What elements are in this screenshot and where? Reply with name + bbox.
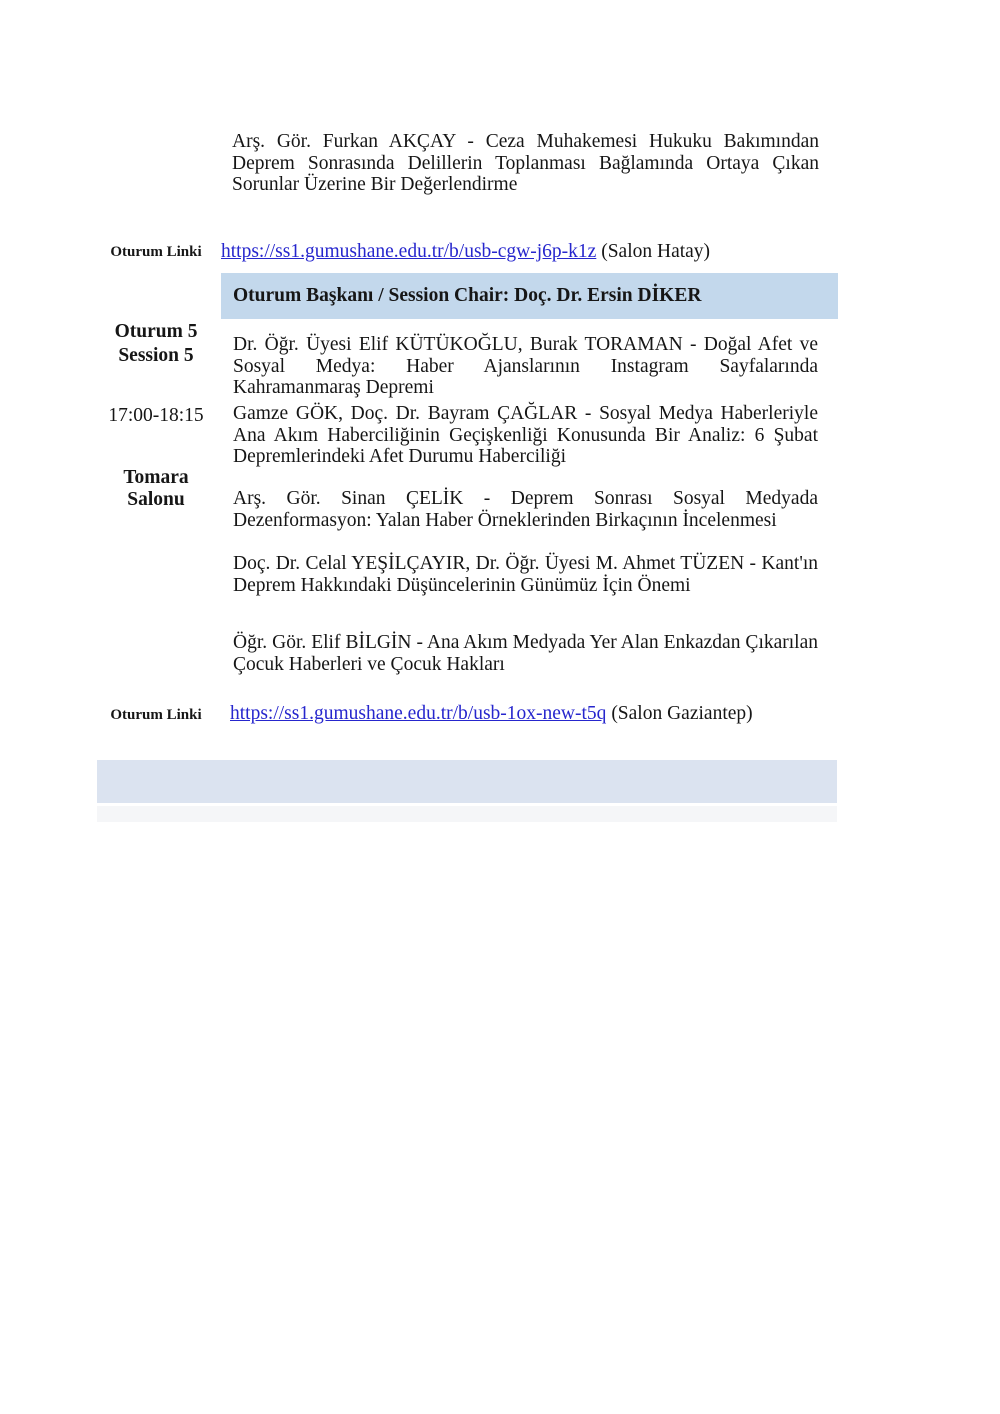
session-time: 17:00-18:15 [108,405,204,426]
session-number-line1: Oturum 5 [114,321,198,342]
empty-chair-bar [97,760,837,803]
session-chair-bar [221,273,838,319]
empty-row-bar [97,806,837,822]
session-room-label [95,467,217,511]
session-link-hatay[interactable]: https://ss1.gumushane.edu.tr/b/usb-cgw-j6p-k1z [221,241,597,262]
paper-title-kutukoglu: Dr. Öğr. Üyesi Elif KÜTÜKOĞLU, Burak TORAMAN - Doğal Afet ve Sosyal Medya: Haber Ajanslarının Instagram Sayfalarında Kahramanmaraş Depremi [233,334,818,399]
session-link-row-2 [230,703,753,725]
paper-title-celik: Arş. Gör. Sinan ÇELİK - Deprem Sonrası Sosyal Medyada Dezenformasyon: Yalan Haber Örneklerinden Birkaçının İncelenmesi [233,488,818,531]
session-room-line2: Salonu [127,489,185,510]
paper-title-gok: Gamze GÖK, Doç. Dr. Bayram ÇAĞLAR - Sosyal Medya Haberleriyle Ana Akım Haberciliğinin Geçişkenliği Konusunda Bir Analiz: 6 Şubat Depremlerindeki Afet Durumu Haberciliği [233,403,818,468]
session-link-gaziantep[interactable]: https://ss1.gumushane.edu.tr/b/usb-1ox-new-t5q [230,703,607,724]
session-room-line1: Tomara [123,467,189,488]
paper-title-akcay: Arş. Gör. Furkan AKÇAY - Ceza Muhakemesi Hukuku Bakımından Deprem Sonrasında Delillerin Toplanması Bağlamında Ortaya Çıkan Sorunlar Üzerine Bir Değerlendirme [232,131,819,196]
session-link-label-2: Oturum Linki [110,707,202,723]
session-chair-text: Oturum Başkanı / Session Chair: Doç. Dr. Ersin DİKER [233,285,702,306]
session-link-label-1: Oturum Linki [110,244,202,260]
session-number-line2: Session 5 [118,344,194,366]
session-link-suffix-hatay: (Salon Hatay) [596,241,711,262]
session-link-row-1 [221,241,710,263]
paper-title-yesilcayir: Doç. Dr. Celal YEŞİLÇAYIR, Dr. Öğr. Üyesi M. Ahmet TÜZEN - Kant'ın Deprem Hakkındaki Düşüncelerinin Günümüz İçin Önemi [233,553,818,596]
paper-title-bilgin: Öğr. Gör. Elif BİLGİN - Ana Akım Medyada Yer Alan Enkazdan Çıkarılan Çocuk Haberleri ve Çocuk Hakları [233,632,818,675]
session-number-label [95,320,217,367]
session-link-suffix-gaziantep: (Salon Gaziantep) [606,703,753,724]
